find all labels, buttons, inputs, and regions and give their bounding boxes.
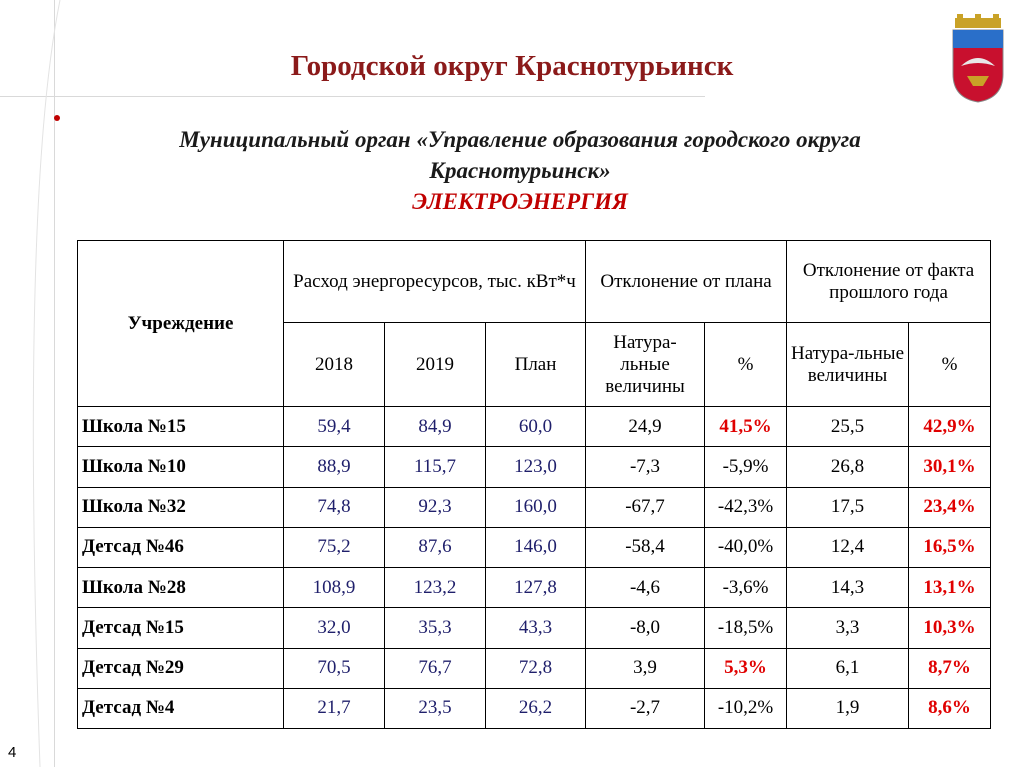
cell-dev-plan-pct: -42,3%: [705, 487, 787, 527]
page-number: 4: [8, 744, 17, 761]
cell-dev-plan-pct: -5,9%: [705, 447, 787, 487]
row-name: Школа №10: [78, 447, 284, 487]
cell-dev-plan-natural: -4,6: [586, 568, 705, 608]
table-row: [78, 568, 991, 608]
cell-dev-plan-natural: -58,4: [586, 527, 705, 567]
cell-dev-fact-pct: 10,3%: [909, 608, 991, 648]
row-name: Детсад №46: [78, 527, 284, 567]
table-row: [78, 688, 991, 728]
header-natural-plan: Натура-льные величины: [586, 323, 705, 407]
table-row: [78, 447, 991, 487]
cell-2019: 92,3: [385, 487, 486, 527]
cell-plan: 43,3: [486, 608, 586, 648]
resource-heading: ЭЛЕКТРОЭНЕРГИЯ: [412, 189, 628, 214]
cell-plan: 127,8: [486, 568, 586, 608]
header-plan: План: [486, 323, 586, 407]
row-name: Школа №28: [78, 568, 284, 608]
row-name: Детсад №29: [78, 648, 284, 688]
row-name: Школа №32: [78, 487, 284, 527]
cell-dev-fact-pct: 16,5%: [909, 527, 991, 567]
city-coat-of-arms-icon: [947, 14, 1009, 104]
header-consumption: Расход энергоресурсов, тыс. кВт*ч: [284, 241, 586, 323]
cell-dev-fact-natural: 25,5: [787, 407, 909, 447]
header-pct-fact: %: [909, 323, 991, 407]
cell-dev-fact-pct: 30,1%: [909, 447, 991, 487]
cell-dev-fact-natural: 12,4: [787, 527, 909, 567]
row-name: Школа №15: [78, 407, 284, 447]
cell-dev-plan-pct: 5,3%: [705, 648, 787, 688]
page-title: Городской округ Краснотурьинск: [290, 50, 734, 82]
cell-dev-plan-natural: -7,3: [586, 447, 705, 487]
cell-plan: 60,0: [486, 407, 586, 447]
row-name: Детсад №4: [78, 688, 284, 728]
cell-2018: 70,5: [284, 648, 385, 688]
cell-dev-fact-natural: 17,5: [787, 487, 909, 527]
cell-2019: 23,5: [385, 688, 486, 728]
cell-plan: 160,0: [486, 487, 586, 527]
header-pct-plan: %: [705, 323, 787, 407]
cell-dev-fact-pct: 42,9%: [909, 407, 991, 447]
cell-2019: 123,2: [385, 568, 486, 608]
cell-2019: 35,3: [385, 608, 486, 648]
cell-2018: 21,7: [284, 688, 385, 728]
cell-plan: 146,0: [486, 527, 586, 567]
cell-dev-fact-pct: 23,4%: [909, 487, 991, 527]
cell-dev-fact-pct: 8,7%: [909, 648, 991, 688]
electricity-table: [77, 240, 991, 729]
cell-dev-plan-natural: -2,7: [586, 688, 705, 728]
cell-2018: 74,8: [284, 487, 385, 527]
cell-dev-fact-natural: 1,9: [787, 688, 909, 728]
header-deviation-fact: Отклонение от факта прошлого года: [787, 241, 991, 323]
cell-dev-plan-natural: 3,9: [586, 648, 705, 688]
table-row: [78, 648, 991, 688]
cell-dev-fact-natural: 6,1: [787, 648, 909, 688]
cell-2018: 108,9: [284, 568, 385, 608]
row-name: Детсад №15: [78, 608, 284, 648]
cell-dev-fact-pct: 8,6%: [909, 688, 991, 728]
table-row: [78, 608, 991, 648]
header-institution: Учреждение: [78, 241, 284, 407]
header-natural-fact: Натура-льные величины: [787, 323, 909, 407]
cell-dev-fact-pct: 13,1%: [909, 568, 991, 608]
cell-2019: 76,7: [385, 648, 486, 688]
cell-dev-plan-pct: -18,5%: [705, 608, 787, 648]
cell-plan: 72,8: [486, 648, 586, 688]
cell-2019: 87,6: [385, 527, 486, 567]
cell-2018: 32,0: [284, 608, 385, 648]
subtitle-line1: Муниципальный орган «Управление образования городского округа: [179, 127, 861, 152]
cell-dev-fact-natural: 3,3: [787, 608, 909, 648]
table-row: [78, 527, 991, 567]
cell-2018: 75,2: [284, 527, 385, 567]
table-row: [78, 487, 991, 527]
cell-2018: 88,9: [284, 447, 385, 487]
subtitle-line2: Краснотурьинск»: [429, 158, 611, 183]
cell-dev-plan-natural: -67,7: [586, 487, 705, 527]
cell-dev-plan-pct: -3,6%: [705, 568, 787, 608]
cell-plan: 123,0: [486, 447, 586, 487]
cell-dev-plan-pct: -10,2%: [705, 688, 787, 728]
cell-dev-plan-natural: -8,0: [586, 608, 705, 648]
header-2019: 2019: [385, 323, 486, 407]
cell-2019: 115,7: [385, 447, 486, 487]
page-subtitle: [90, 124, 950, 217]
cell-2018: 59,4: [284, 407, 385, 447]
cell-dev-plan-pct: -40,0%: [705, 527, 787, 567]
cell-dev-plan-natural: 24,9: [586, 407, 705, 447]
cell-2019: 84,9: [385, 407, 486, 447]
cell-dev-fact-natural: 26,8: [787, 447, 909, 487]
header-deviation-plan: Отклонение от плана: [586, 241, 787, 323]
cell-dev-plan-pct: 41,5%: [705, 407, 787, 447]
cell-plan: 26,2: [486, 688, 586, 728]
table-row: [78, 407, 991, 447]
header-2018: 2018: [284, 323, 385, 407]
cell-dev-fact-natural: 14,3: [787, 568, 909, 608]
